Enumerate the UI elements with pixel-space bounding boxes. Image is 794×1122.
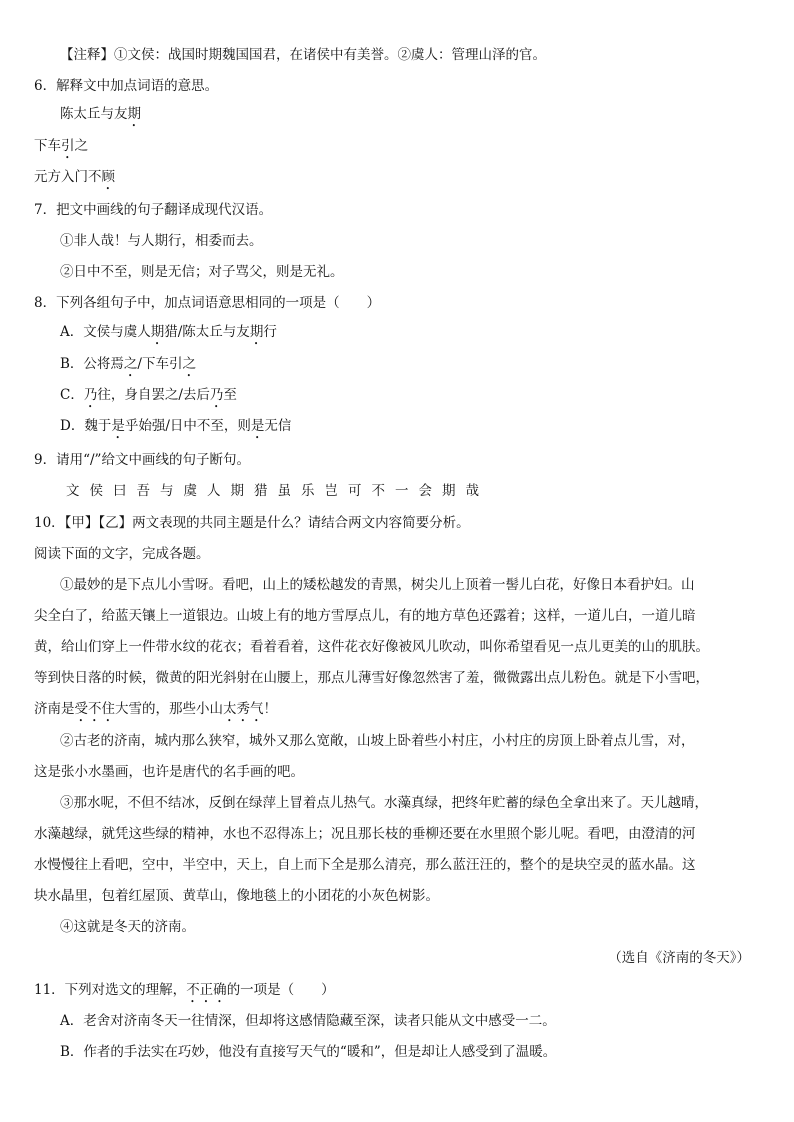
question-10-prompt: 10．【甲】【乙】两文表现的共同主题是什么？请结合两文内容简要分析。	[34, 515, 470, 531]
paragraph-3-line-1: ③那水呢，不但不结冰，反倒在绿萍上冒着点儿热气。水藻真绿，把终年贮蓄的绿色全拿出来了。天儿越晴，	[60, 795, 708, 811]
q6-item-3: 元方入门不顾	[34, 169, 115, 185]
paragraph-4: ④这就是冬天的济南。	[60, 919, 195, 935]
annotation-note: 【注释】①文侯：战国时期魏国国君，在诸侯中有美誉。②虞人：管理山泽的官。	[60, 47, 546, 63]
paragraph-1-line-5: 济南是受不住大雪的，那些小山太秀气！	[34, 701, 277, 717]
question-6-prompt: 6．解释文中加点词语的意思。	[34, 78, 219, 94]
q6-item-1: 陈太丘与友期	[60, 106, 141, 122]
q7-sentence-1: ①非人哉！与人期行，相委而去。	[60, 233, 263, 249]
paragraph-3-line-4: 块水晶里，包着红屋顶、黄草山，像地毯上的小团花的小灰色树影。	[34, 888, 439, 904]
q8-option-a[interactable]: A．文侯与虞人期猎/陈太丘与友期行	[60, 324, 277, 340]
paragraph-3-line-2: 水藻越绿，就凭这些绿的精神，水也不忍得冻上；况且那长枝的垂柳还要在水里照个影儿呢。看吧，由澄清的河	[34, 826, 696, 842]
paragraph-1-line-3: 黄，给山们穿上一件带水纹的花衣；看着看着，这件花衣好像被风儿吹动，叫你希望看见一点儿更美的山的肌肤。	[34, 639, 709, 655]
q11-option-b[interactable]: B．作者的手法实在巧妙，他没有直接写天气的“暖和”，但是却让人感受到了温暖。	[60, 1044, 557, 1060]
paragraph-3-line-3: 水慢慢往上看吧，空中，半空中，天上，自上而下全是那么清亮，那么蓝汪汪的，整个的是块空灵的蓝水晶。这	[34, 857, 696, 873]
q7-sentence-2: ②日中不至，则是无信；对子骂父，则是无礼。	[60, 264, 344, 280]
reading-intro: 阅读下面的文字，完成各题。	[34, 546, 210, 562]
paragraph-1-line-4: 等到快日落的时候，微黄的阳光斜射在山腰上，那点儿薄雪好像忽然害了羞，微微露出点儿粉色。就是下小雪吧，	[34, 670, 709, 686]
question-11-prompt: 11．下列对选文的理解，不正确的一项是（ ）	[34, 982, 335, 998]
source-citation: （选自《济南的冬天》）	[608, 950, 750, 966]
q9-sentence: 文侯曰吾与虞人期猎虽乐岂可不一会期哉	[66, 483, 489, 499]
paragraph-1-line-2: 尖全白了，给蓝天镶上一道银边。山坡上有的地方雪厚点儿，有的地方草色还露着；这样，一道儿白，一道儿暗	[34, 608, 696, 624]
question-7-prompt: 7．把文中画线的句子翻译成现代汉语。	[34, 202, 273, 218]
question-8-prompt: 8．下列各组句子中，加点词语意思相同的一项是（ ）	[34, 295, 381, 311]
q8-option-d[interactable]: D．魏于是乎始强/日中不至，则是无信	[60, 418, 292, 434]
q6-item-2: 下车引之	[34, 138, 88, 154]
question-9-prompt: 9．请用“/”给文中画线的句子断句。	[34, 452, 250, 468]
q11-option-a[interactable]: A．老舍对济南冬天一往情深，但却将这感情隐藏至深，读者只能从文中感受一二。	[60, 1013, 556, 1029]
paragraph-1-line-1: ①最妙的是下点儿小雪呀。看吧，山上的矮松越发的青黑，树尖儿上顶着一髻儿白花，好像日本看护妇。山	[60, 577, 695, 593]
q8-option-b[interactable]: B．公将焉之/下车引之	[60, 356, 196, 372]
paragraph-2-line-1: ②古老的济南，城内那么狭窄，城外又那么宽敞，山坡上卧着些小村庄，小村庄的房顶上卧着点儿雪，对，	[60, 733, 695, 749]
paragraph-2-line-2: 这是张小水墨画，也许是唐代的名手画的吧。	[34, 764, 304, 780]
q8-option-c[interactable]: C．乃往，身自罢之/去后乃至	[60, 387, 237, 403]
